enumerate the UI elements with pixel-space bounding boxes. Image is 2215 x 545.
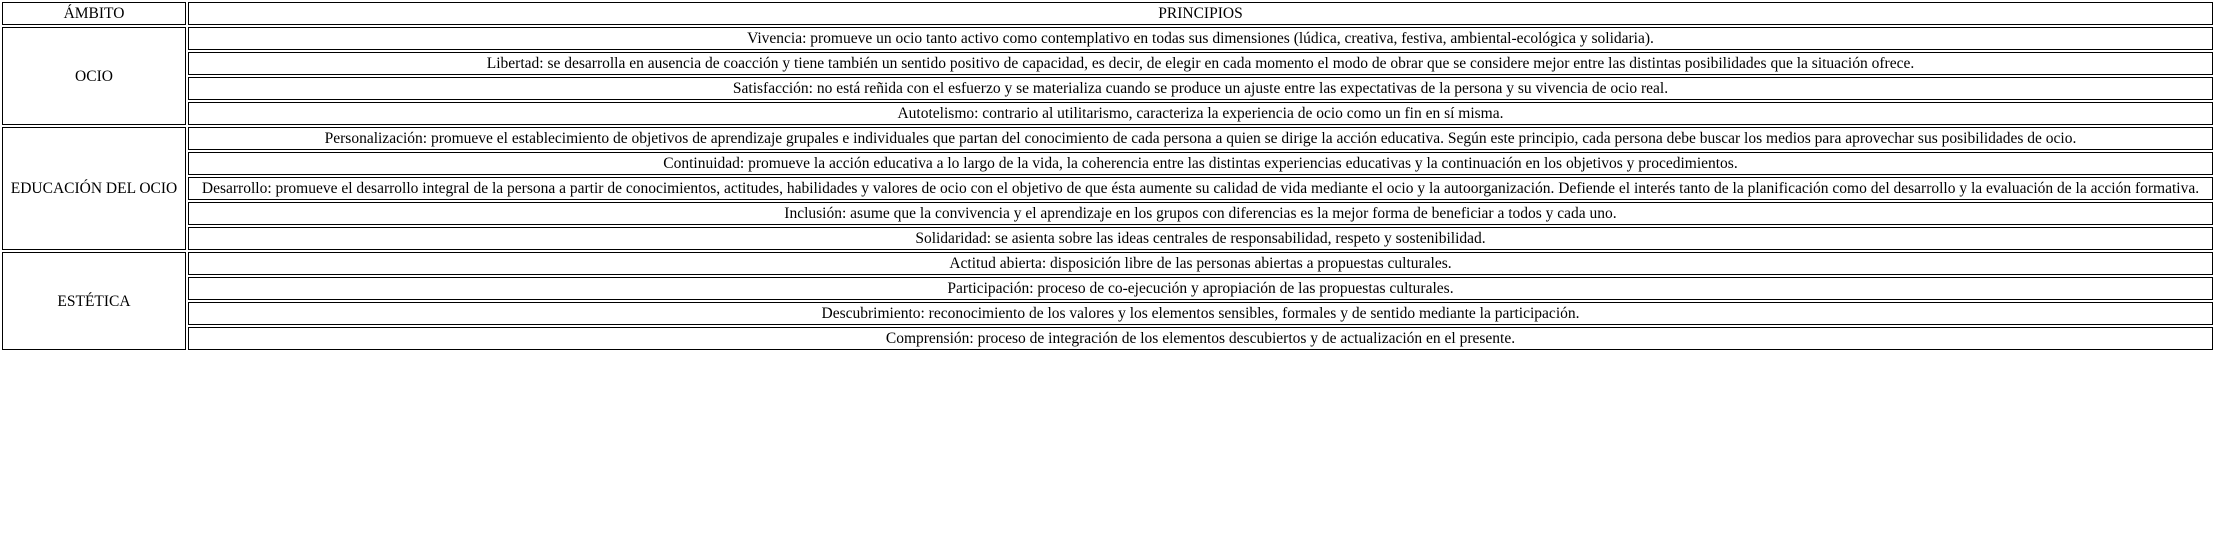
ambito-estetica: ESTÉTICA — [2, 252, 186, 350]
principio-satisfaccion: Satisfacción: no está reñida con el esfuerzo y se materializa cuando se produce un ajuste entre las expectativas de la persona y su vivencia de ocio real. — [188, 77, 2213, 100]
table-row — [2, 102, 2213, 125]
table-row — [2, 52, 2213, 75]
principio-vivencia: Vivencia: promueve un ocio tanto activo como contemplativo en todas sus dimensiones (lúdica, creativa, festiva, ambiental-ecológica y solidaria). — [188, 27, 2213, 50]
table-row — [2, 127, 2213, 150]
ambito-educacion-del-ocio: EDUCACIÓN DEL OCIO — [2, 127, 186, 250]
table-row — [2, 152, 2213, 175]
principio-comprension: Comprensión: proceso de integración de los elementos descubiertos y de actualización en el presente. — [188, 327, 2213, 350]
header-principios: PRINCIPIOS — [188, 2, 2213, 25]
principio-actitud-abierta: Actitud abierta: disposición libre de las personas abiertas a propuestas culturales. — [188, 252, 2213, 275]
principio-personalizacion: Personalización: promueve el establecimiento de objetivos de aprendizaje grupales e individuales que partan del conocimiento de cada persona a quien se dirige la acción educativa. Según este principio, cada persona debe buscar los medios para aprovechar sus posibilidades de ocio. — [188, 127, 2213, 150]
principio-libertad: Libertad: se desarrolla en ausencia de coacción y tiene también un sentido positivo de capacidad, es decir, de elegir en cada momento el modo de obrar que se considere mejor entre las distintas posibilidades que la situación ofrece. — [188, 52, 2213, 75]
principio-participacion: Participación: proceso de co-ejecución y apropiación de las propuestas culturales. — [188, 277, 2213, 300]
table-row — [2, 177, 2213, 200]
table-row — [2, 252, 2213, 275]
ambito-ocio: OCIO — [2, 27, 186, 125]
principio-continuidad: Continuidad: promueve la acción educativa a lo largo de la vida, la coherencia entre las distintas experiencias educativas y la continuación en los objetivos y procedimientos. — [188, 152, 2213, 175]
table-row — [2, 302, 2213, 325]
header-row — [2, 2, 2213, 25]
header-ambito: ÁMBITO — [2, 2, 186, 25]
table-row — [2, 77, 2213, 100]
table-row — [2, 202, 2213, 225]
principio-solidaridad: Solidaridad: se asienta sobre las ideas centrales de responsabilidad, respeto y sostenibilidad. — [188, 227, 2213, 250]
principio-inclusion: Inclusión: asume que la convivencia y el aprendizaje en los grupos con diferencias es la mejor forma de beneficiar a todos y cada uno. — [188, 202, 2213, 225]
table-row — [2, 327, 2213, 350]
table-row — [2, 227, 2213, 250]
principio-autotelismo: Autotelismo: contrario al utilitarismo, caracteriza la experiencia de ocio como un fin en sí misma. — [188, 102, 2213, 125]
table-row — [2, 277, 2213, 300]
principio-descubrimiento: Descubrimiento: reconocimiento de los valores y los elementos sensibles, formales y de sentido mediante la participación. — [188, 302, 2213, 325]
table-row — [2, 27, 2213, 50]
principio-desarrollo: Desarrollo: promueve el desarrollo integral de la persona a partir de conocimientos, actitudes, habilidades y valores de ocio con el objetivo de que ésta aumente su calidad de vida mediante el ocio y la autoorganización. Defiende el interés tanto de la planificación como del desarrollo y la evaluación de la acción formativa. — [188, 177, 2213, 200]
